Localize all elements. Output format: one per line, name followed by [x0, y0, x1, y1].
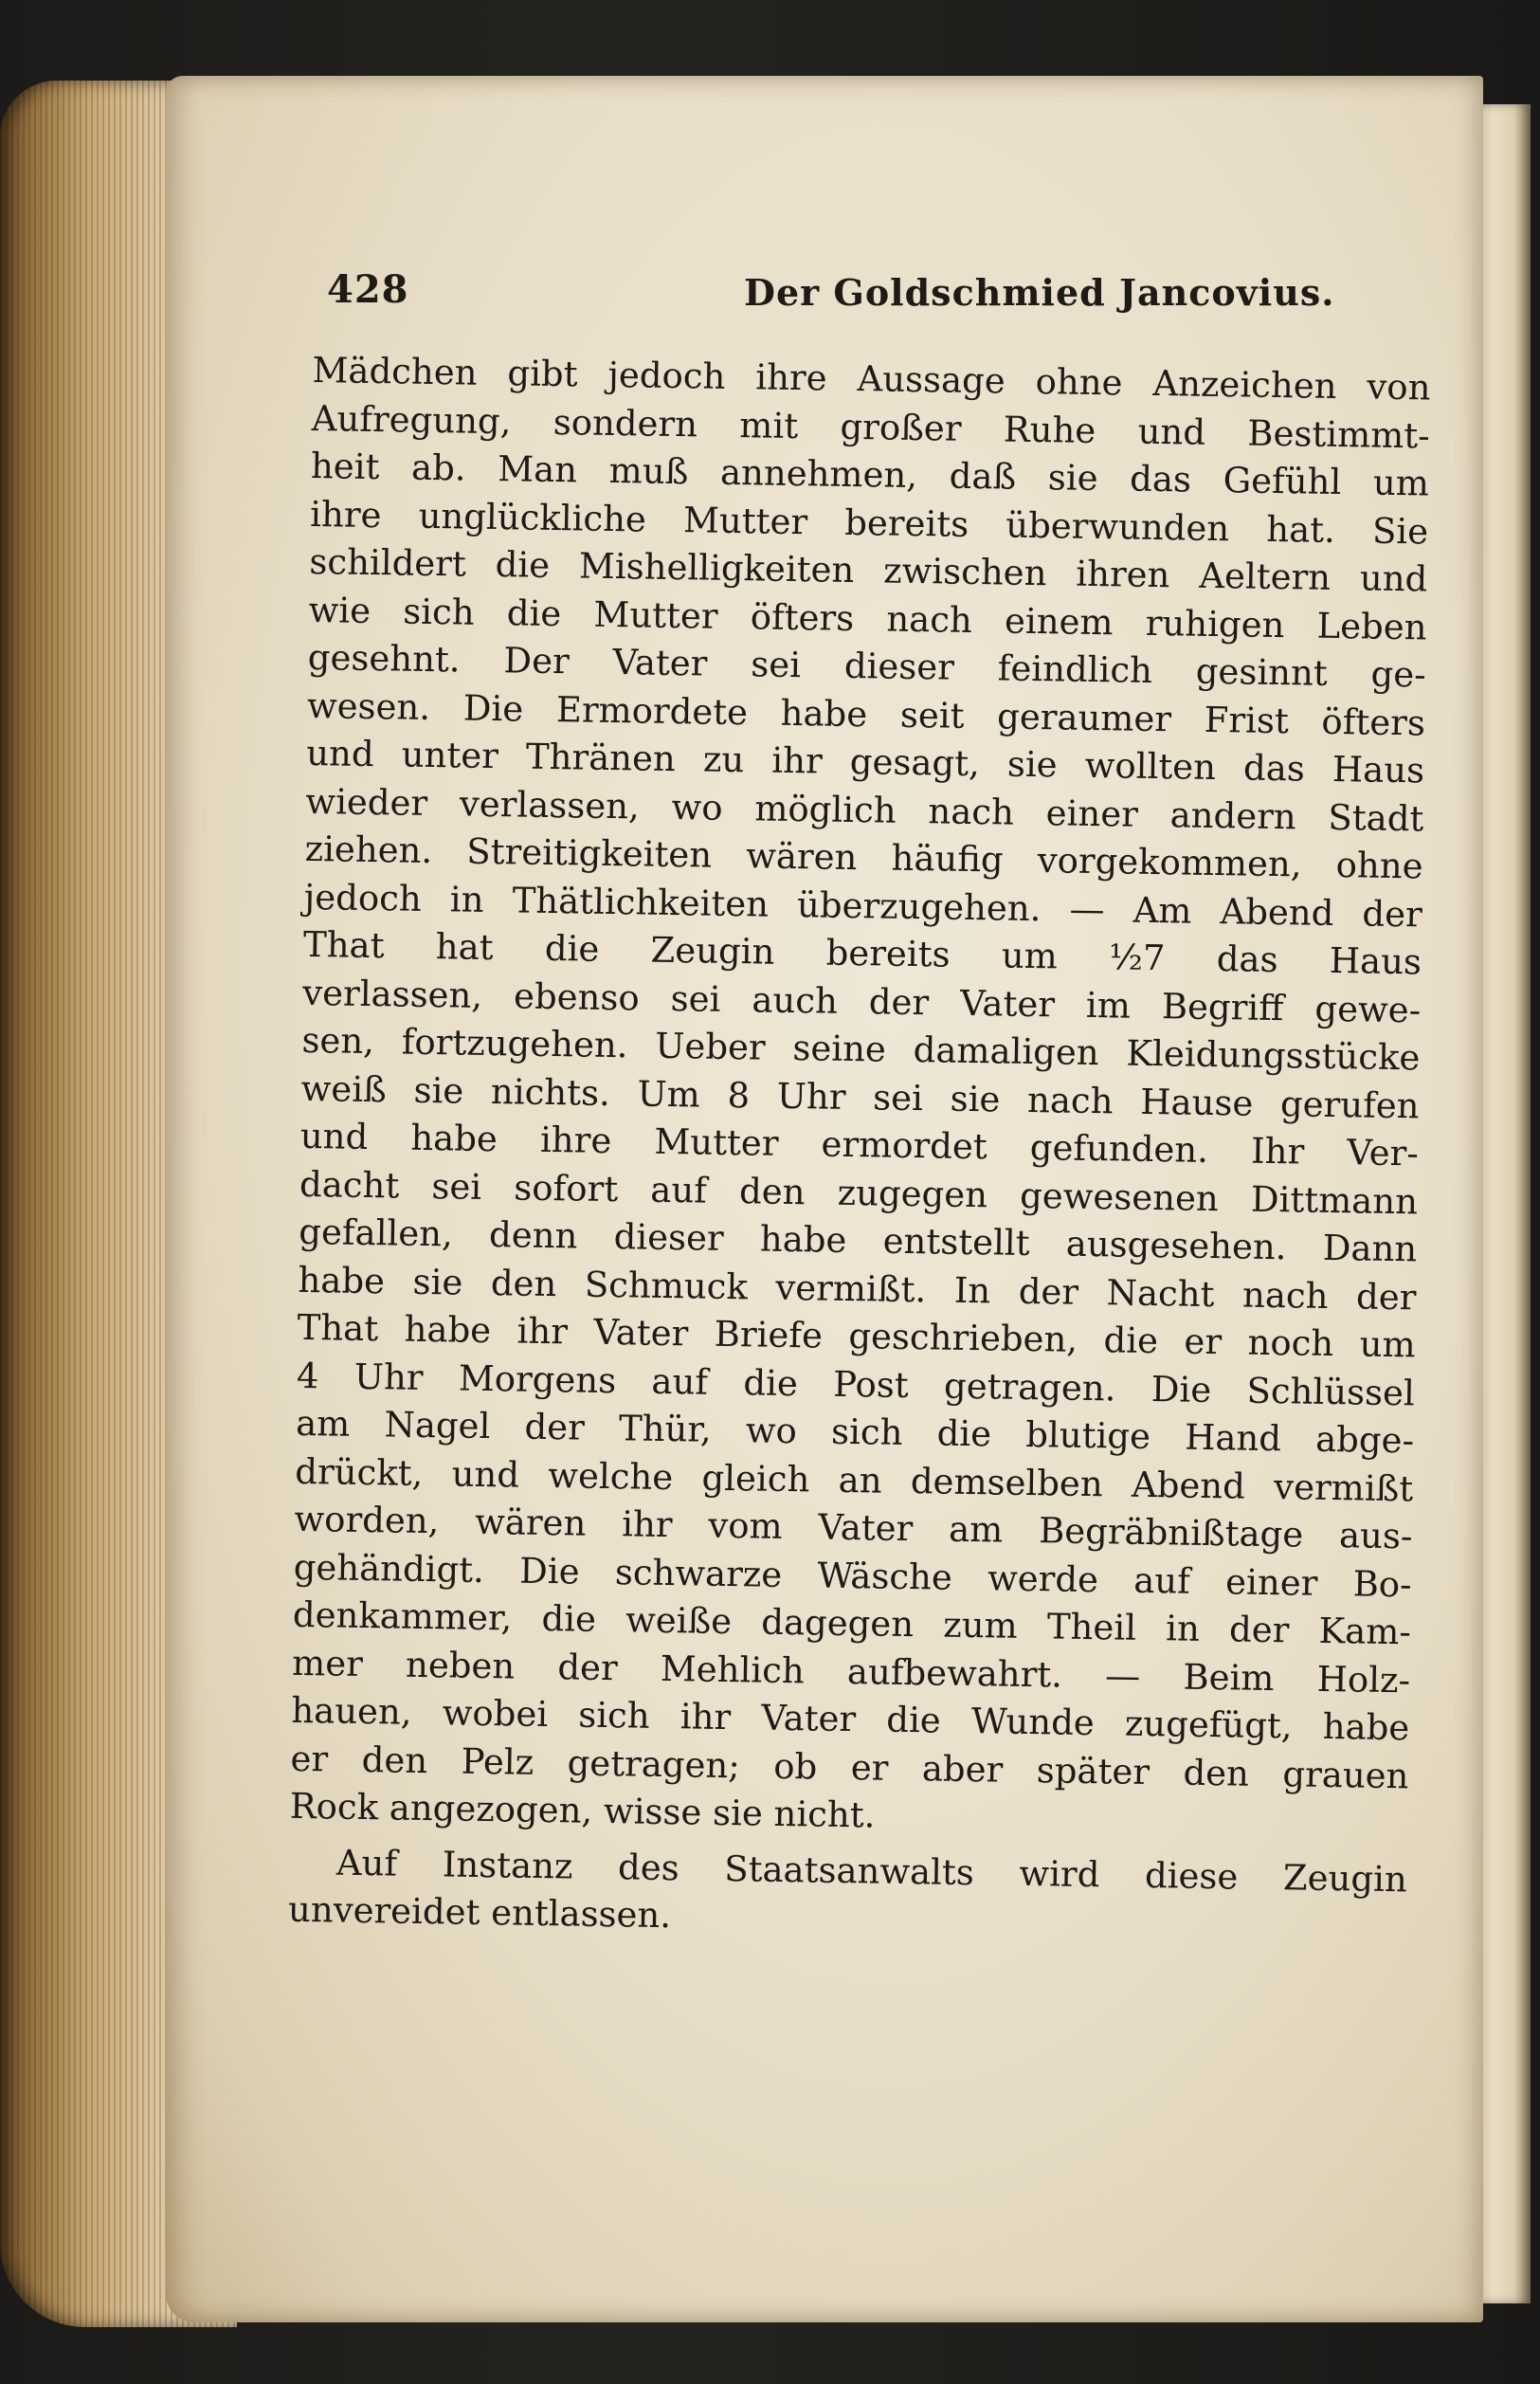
text-line: wie sich die Mutter öfters nach einem ruhigen Leben [308, 589, 1427, 647]
text-line: am Nagel der Thür, wo sich die blutige Hand abge- [295, 1402, 1415, 1462]
text-line: mer neben der Mehlich aufbewahrt. — Beim Holz- [291, 1642, 1411, 1701]
text-line: wieder verlassen, wo möglich nach einer andern Stadt [305, 780, 1424, 839]
paragraph-2 [288, 1838, 1407, 1952]
text-line: gesehnt. Der Vater sei dieser feindlich gesinnt ge- [307, 636, 1427, 696]
text-line: Mädchen gibt jedoch ihre Aussage ohne Anzeichen von [312, 349, 1431, 409]
text-line: That habe ihr Vater Briefe geschrieben, die er noch um [297, 1306, 1416, 1366]
text-line: und habe ihre Mutter ermordet gefunden. Ihr Ver- [299, 1115, 1420, 1174]
text-line: heit ab. Man muß annehmen, daß sie das Gefühl um [310, 445, 1430, 504]
text-line: dacht sei sofort auf den zugegen gewesenen Dittmann [299, 1163, 1419, 1222]
text-line: sen, fortzugehen. Ueber seine damaligen Kleidungsstücke [301, 1019, 1421, 1079]
text-line: jedoch in Thätlichkeiten überzugehen. — Am Abend der [303, 876, 1423, 935]
text-line: drückt, und welche gleich an demselben Abend vermißt [295, 1450, 1414, 1509]
text-line: Aufregung, sondern mit großer Ruhe und Bestimmt- [311, 397, 1431, 457]
body-text [288, 347, 1431, 1952]
text-line: gehändigt. Die schwarze Wäsche werde auf einer Bo- [293, 1546, 1412, 1605]
text-line: unvereidet entlassen. [287, 1888, 672, 1937]
text-line: weiß sie nichts. Um 8 Uhr sei sie nach Hause gerufen [300, 1067, 1420, 1126]
text-line: worden, wären ihr vom Vater am Begräbnißtage aus- [294, 1498, 1413, 1557]
text-line: und unter Thränen zu ihr gesagt, sie wollten das Haus [305, 732, 1425, 792]
text-line: hauen, wobei sich ihr Vater die Wunde zugefügt, habe [291, 1689, 1410, 1749]
text-line: denkammer, die weiße dagegen zum Theil in der Kam- [292, 1593, 1412, 1653]
text-line: Rock angezogen, wisse sie nicht. [289, 1785, 876, 1836]
text-line: er den Pelz getragen; ob er aber später den grauen [290, 1738, 1409, 1796]
text-line: That hat die Zeugin bereits um ½7 das Haus [302, 923, 1422, 983]
text-line: schildert die Mishelligkeiten zwischen ihren Aeltern und [309, 540, 1428, 600]
text-line: verlassen, ebenso sei auch der Vater im Begriff gewe- [301, 972, 1422, 1030]
text-line: habe sie den Schmuck vermißt. In der Nacht nach der [298, 1259, 1417, 1318]
text-line: gefallen, denn dieser habe entstellt ausgesehen. Dann [298, 1210, 1418, 1270]
text-line: ziehen. Streitigkeiten wären häufig vorgekommen, ohne [304, 828, 1423, 887]
running-title: Der Goldschmied Jancovius. [744, 271, 1335, 314]
paragraph-1 [289, 347, 1430, 1848]
text-line: 4 Uhr Morgens auf die Post getragen. Die Schlüssel [296, 1355, 1416, 1413]
text-line: Auf Instanz des Staatsanwalts wird diese Zeugin [335, 1842, 1408, 1900]
page-header [327, 267, 1335, 324]
text-line: wesen. Die Ermordete habe seit geraumer Frist öfters [306, 684, 1426, 743]
text-line: ihre unglückliche Mutter bereits überwunden hat. Sie [309, 493, 1429, 553]
page-number: 428 [327, 267, 409, 312]
